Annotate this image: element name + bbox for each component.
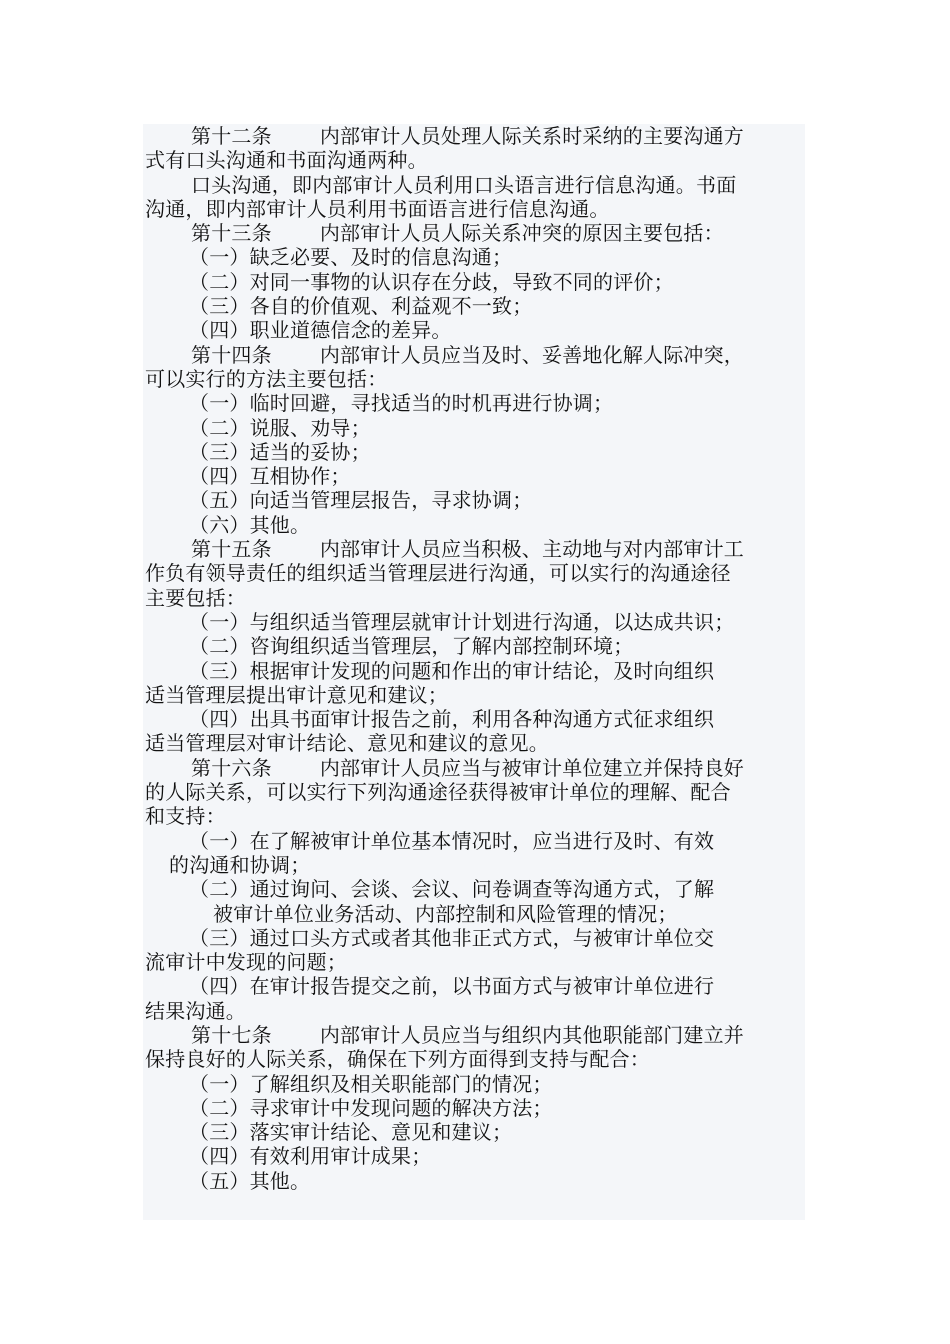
text-line: 流审计中发现的问题； [145,950,347,975]
text-line: 的沟通和协调； [169,852,311,877]
article-text: 内部审计人员人际关系冲突的原因主要包括： [319,221,724,246]
article-text: 内部审计人员处理人际关系时采纳的主要沟通方 [319,124,745,148]
text-line: 可以实行的方法主要包括： [145,366,388,391]
text-line: 被审计单位业务活动、内部控制和风险管理的情况； [213,901,678,926]
text-line: 作负有领导责任的组织适当管理层进行沟通，可以实行的沟通途径 [145,561,731,586]
list-item-line: （五）其他。 [189,1168,311,1193]
list-item-line: （一）在了解被审计单位基本情况时，应当进行及时、有效 [189,828,715,853]
article-heading-line [145,756,801,780]
article-number: 第十二条 [191,124,272,148]
article-number: 第十六条 [191,755,272,780]
article-heading-line [145,124,801,148]
list-item-line: （一）与组织适当管理层就审计计划进行沟通，以达成共识； [189,609,735,634]
text-line: 沟通，即内部审计人员利用书面语言进行信息沟通。 [145,196,610,221]
list-item-line: （五）向适当管理层报告，寻求协调； [189,488,533,513]
text-line: 和支持： [145,804,226,829]
article-number: 第十四条 [191,342,272,367]
list-item-line: （二）说服、劝导； [189,415,371,440]
article-heading-line [145,343,801,367]
list-item-line: （二）通过询问、会谈、会议、问卷调查等沟通方式，了解 [189,877,715,902]
article-number: 第十五条 [191,537,272,562]
text-line: 式有口头沟通和书面沟通两种。 [145,148,428,173]
list-item-line: （二）咨询组织适当管理层，了解内部控制环境； [189,634,634,659]
list-item-line: （三）落实审计结论、意见和建议； [189,1120,513,1145]
document-text-block [143,124,805,1220]
text-line: 适当管理层提出审计意见和建议； [145,682,448,707]
text-line: 口头沟通，即内部审计人员利用口头语言进行信息沟通。书面 [191,172,737,197]
list-item-line: （四）职业道德信念的差异。 [189,318,452,343]
list-item-line: （三）各自的价值观、利益观不一致； [189,294,533,319]
list-item-line: （二）对同一事物的认识存在分歧，导致不同的评价； [189,269,674,294]
article-text: 内部审计人员应当与被审计单位建立并保持良好 [319,755,745,780]
article-text: 内部审计人员应当及时、妥善地化解人际冲突， [319,342,745,367]
list-item-line: （四）出具书面审计报告之前，利用各种沟通方式征求组织 [189,707,715,732]
article-heading-line [145,221,801,245]
list-item-line: （三）适当的妥协； [189,439,371,464]
text-line: 主要包括： [145,585,246,610]
article-number: 第十七条 [191,1022,272,1047]
article-number: 第十三条 [191,221,272,246]
article-heading-line [145,1023,801,1047]
list-item-line: （三）通过口头方式或者其他非正式方式，与被审计单位交 [189,925,715,950]
text-line: 结果沟通。 [145,998,246,1023]
text-line: 适当管理层对审计结论、意见和建议的意见。 [145,731,549,756]
list-item-line: （一）临时回避，寻找适当的时机再进行协调； [189,391,614,416]
list-item-line: （一）缺乏必要、及时的信息沟通； [189,245,513,270]
text-line: 的人际关系，可以实行下列沟通途径获得被审计单位的理解、配合 [145,780,731,805]
list-item-line: （四）有效利用审计成果； [189,1144,432,1169]
list-item-line: （二）寻求审计中发现问题的解决方法； [189,1095,553,1120]
list-item-line: （三）根据审计发现的问题和作出的审计结论，及时向组织 [189,658,715,683]
list-item-line: （一）了解组织及相关职能部门的情况； [189,1071,553,1096]
text-line: 保持良好的人际关系，确保在下列方面得到支持与配合： [145,1047,650,1072]
article-text: 内部审计人员应当积极、主动地与对内部审计工 [319,537,745,562]
article-text: 内部审计人员应当与组织内其他职能部门建立并 [319,1022,745,1047]
list-item-line: （四）在审计报告提交之前，以书面方式与被审计单位进行 [189,974,715,999]
list-item-line: （六）其他。 [189,512,311,537]
list-item-line: （四）互相协作； [189,464,351,489]
article-heading-line [145,537,801,561]
